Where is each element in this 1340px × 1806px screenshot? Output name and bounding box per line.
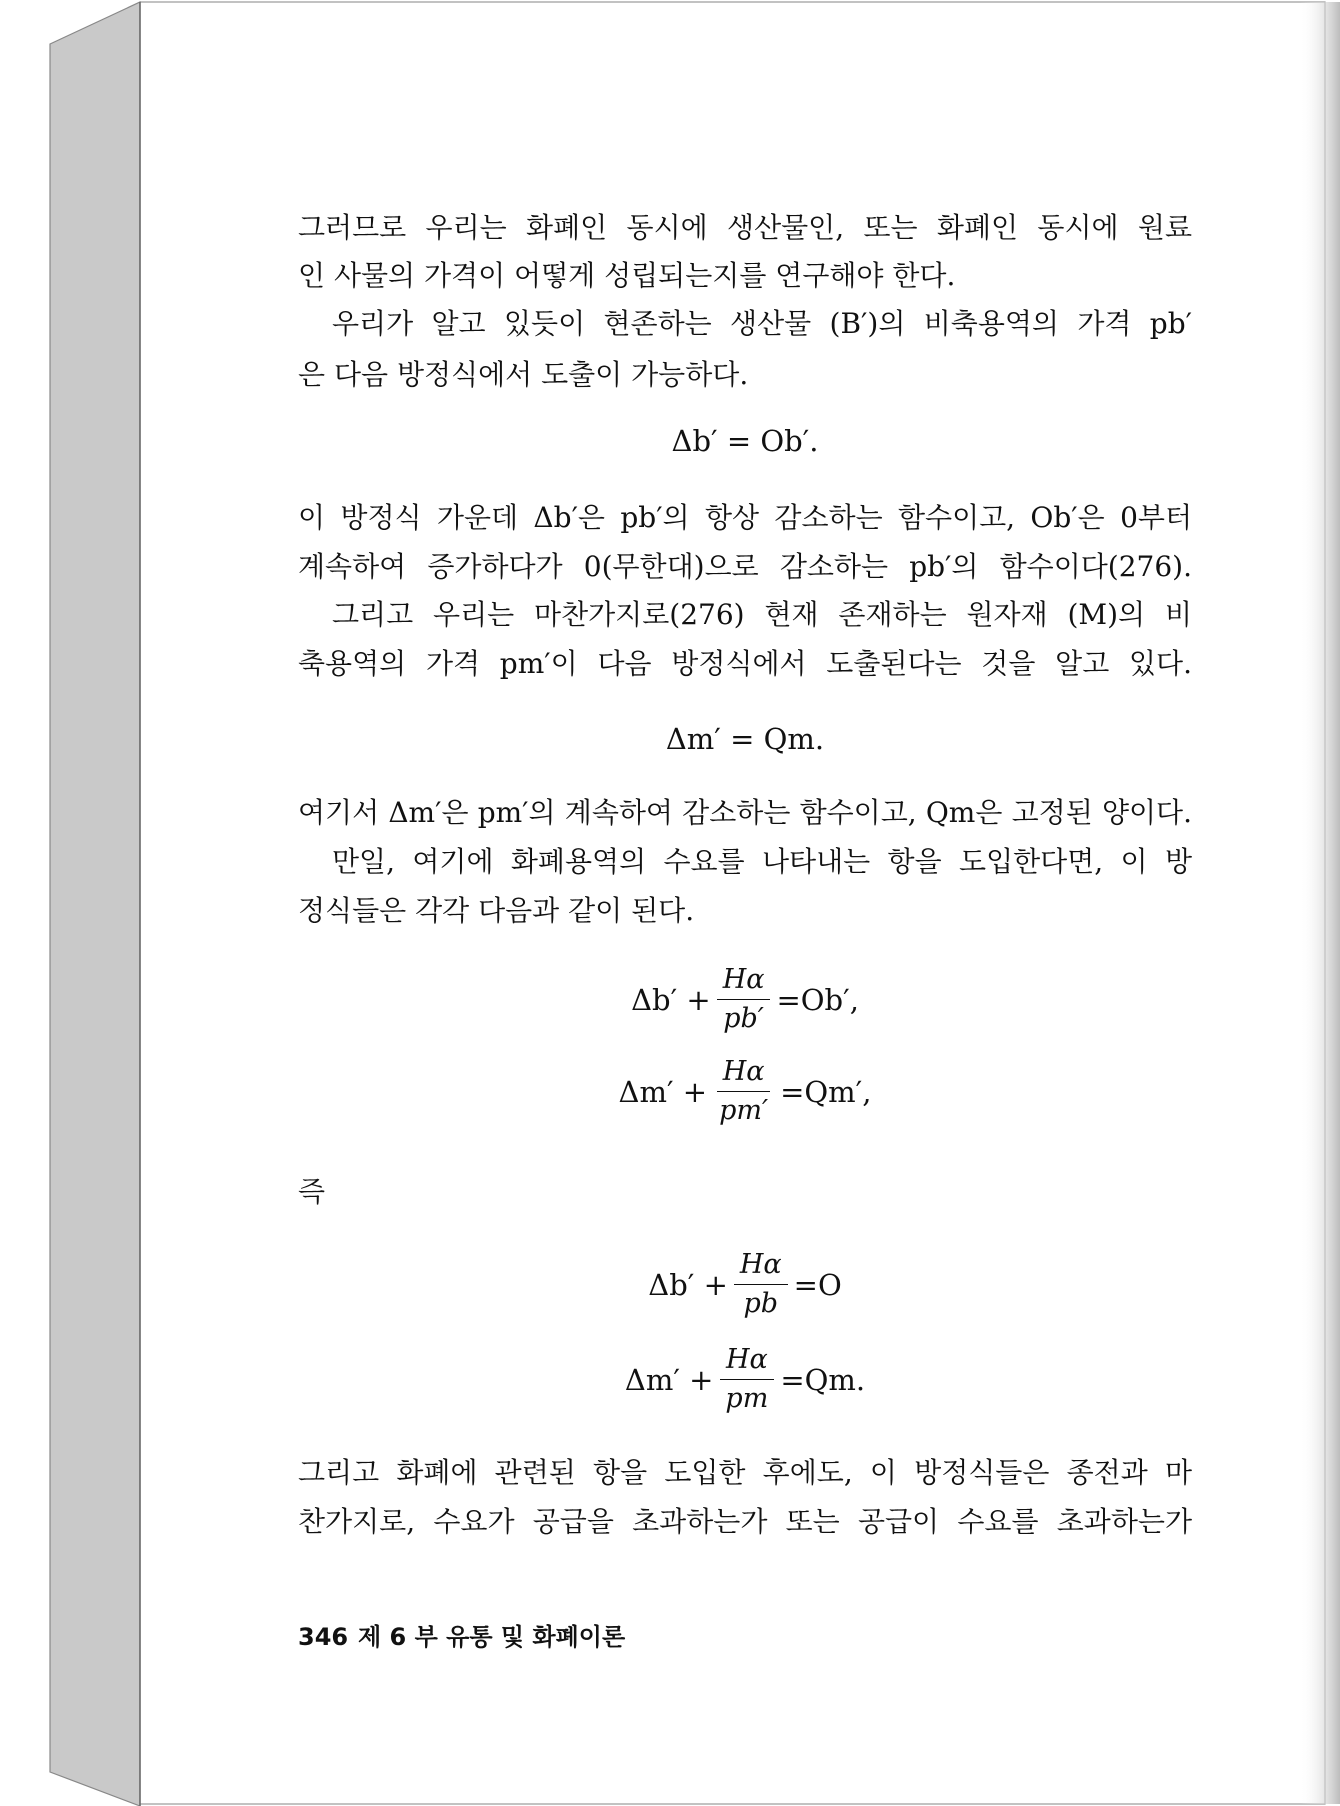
paragraph-line: 그리고 화폐에 관련된 항을 도입한 후에도, 이 방정식들은 종전과 마 (298, 1456, 1192, 1489)
equation-6-left: Δm′ + (624, 1362, 714, 1397)
paragraph-line: 여기서 Δm′은 pm′의 계속하여 감소하는 함수이고, Qm은 고정된 양이다. (298, 796, 1192, 829)
equation-4-right: =Qm′, (780, 1074, 872, 1109)
paragraph-line: 계속하여 증가하다가 0(무한대)으로 감소하는 pb′의 함수이다(276). (298, 550, 1192, 583)
equation-1: Δb′ = Ob′. (671, 424, 819, 458)
paragraph-line: 인 사물의 가격이 어떻게 성립되는지를 연구해야 한다. (298, 259, 956, 292)
running-head: 제 6 부 유통 및 화폐이론 (358, 1623, 626, 1651)
equation-4-fraction (713, 1055, 774, 1128)
page-number: 346 (298, 1623, 349, 1651)
equation-5-denominator: pb (743, 1288, 779, 1319)
equation-4-denominator: pm′ (719, 1095, 769, 1126)
equation-5-fraction (734, 1248, 788, 1321)
equation-6-numerator: Hα (720, 1343, 774, 1380)
equation-3 (298, 963, 1192, 1036)
paragraph-line: 우리가 알고 있듯이 현존하는 생산물 (B′)의 비축용역의 가격 pb′ (332, 307, 1192, 340)
paragraph-line: 그러므로 우리는 화폐인 동시에 생산물인, 또는 화폐인 동시에 원료 (298, 211, 1192, 244)
paragraph-line: 축용역의 가격 pm′이 다음 방정식에서 도출된다는 것을 알고 있다. (298, 647, 1192, 680)
equation-5-right: =O (793, 1267, 842, 1302)
page-edge-shadow (1300, 2, 1340, 1804)
equation-6-denominator: pm (725, 1383, 769, 1414)
paragraph-line: 만일, 여기에 화폐용역의 수요를 나타내는 항을 도입한다면, 이 방 (332, 845, 1192, 878)
book-spine-left (50, 2, 140, 1806)
equation-3-denominator: pb′ (723, 1003, 764, 1034)
paragraph-line: 그리고 우리는 마찬가지로(276) 현재 존재하는 원자재 (M)의 비 (332, 598, 1192, 631)
equation-4 (298, 1055, 1192, 1128)
paragraph-line: 은 다음 방정식에서 도출이 가능하다. (298, 358, 749, 391)
equation-4-numerator: Hα (717, 1055, 771, 1092)
equation-6-fraction (719, 1343, 774, 1416)
equation-5-numerator: Hα (734, 1248, 788, 1285)
paragraph-line: 이 방정식 가운데 Δb′은 pb′의 항상 감소하는 함수이고, Ob′은 0부터 (298, 501, 1192, 534)
equation-6 (298, 1343, 1192, 1416)
paragraph-line: 정식들은 각각 다음과 같이 된다. (298, 894, 695, 927)
paragraph-line: 즉 (298, 1175, 326, 1208)
equation-2: Δm′ = Qm. (665, 722, 825, 756)
equation-3-left: Δb′ + (631, 982, 711, 1017)
equation-3-fraction (717, 963, 771, 1036)
equation-3-right: =Ob′, (776, 982, 859, 1017)
equation-5 (298, 1248, 1192, 1321)
page-body (298, 0, 1192, 1806)
equation-4-left: Δm′ + (618, 1074, 708, 1109)
equation-6-right: =Qm. (780, 1362, 866, 1397)
paragraph-line: 찬가지로, 수요가 공급을 초과하는가 또는 공급이 수요를 초과하는가 (298, 1505, 1192, 1538)
equation-5-left: Δb′ + (648, 1267, 728, 1302)
equation-3-numerator: Hα (717, 963, 771, 1000)
